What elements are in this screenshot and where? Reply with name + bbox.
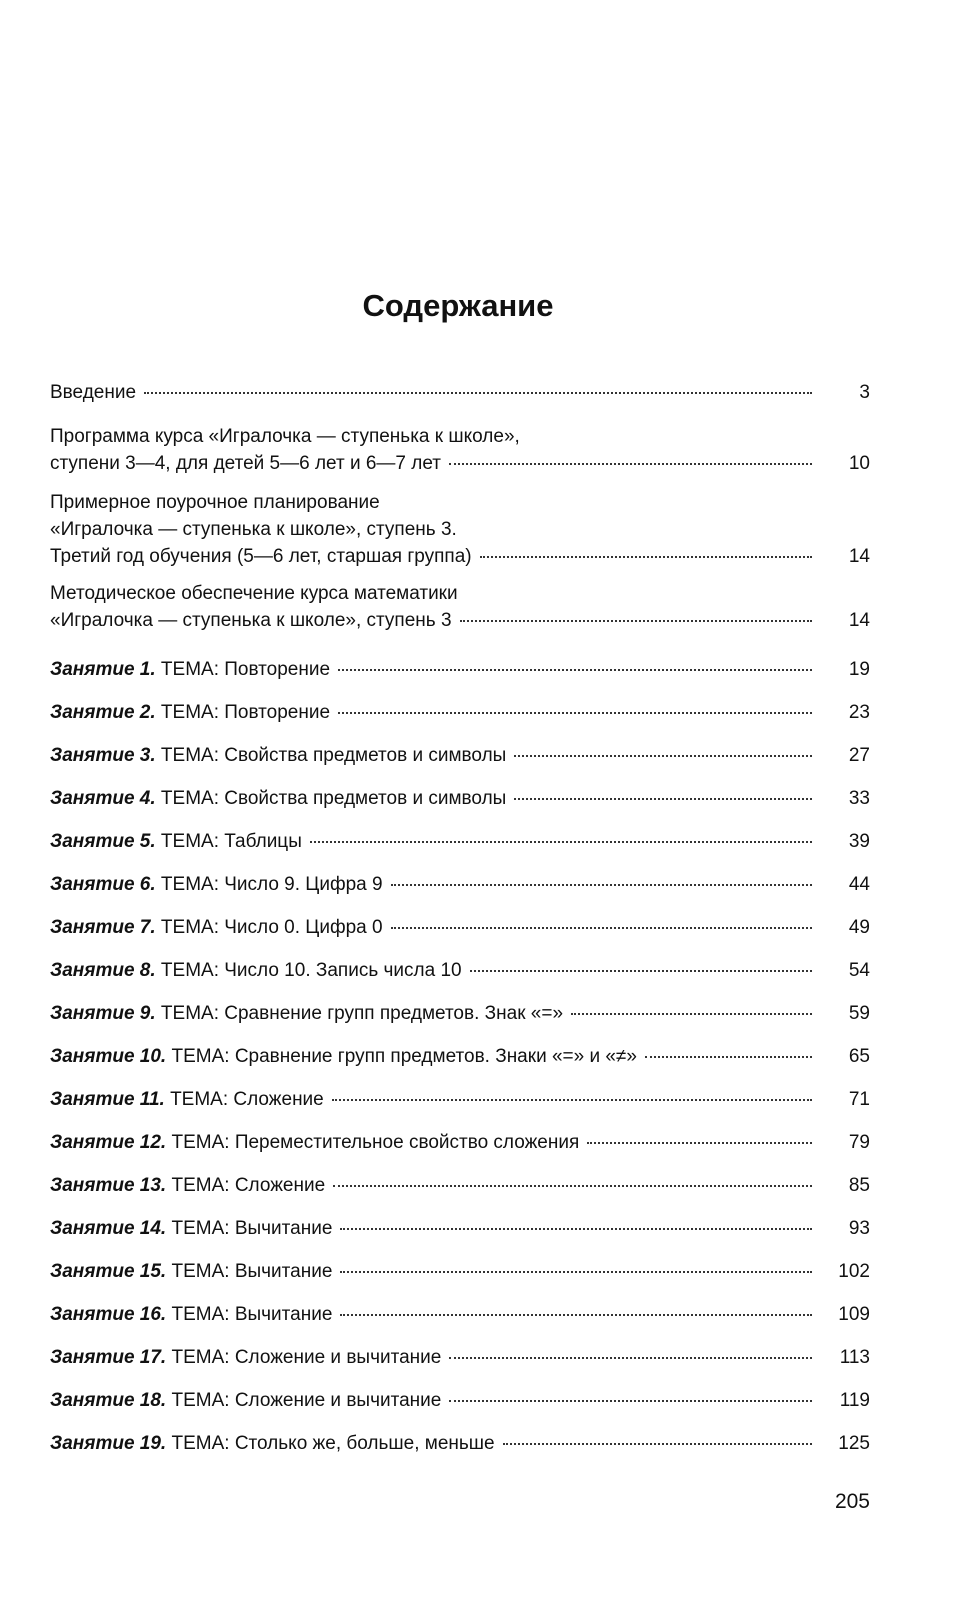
lesson-topic: ТЕМА: Повторение [160, 702, 331, 723]
lesson-title [50, 914, 383, 941]
entry-page-number: 119 [839, 1390, 870, 1411]
entry-page-number: 3 [859, 382, 870, 403]
lesson-topic: ТЕМА: Вычитание [171, 1304, 333, 1325]
dot-leader [587, 1142, 812, 1144]
lesson-label: Занятие 5. [50, 831, 156, 852]
dot-leader [449, 463, 812, 465]
lesson-topic: ТЕМА: Сравнение групп предметов. Знак «=» [160, 1003, 564, 1024]
lesson-title [50, 742, 506, 769]
entry-line [50, 871, 870, 898]
toc-entry[interactable] [50, 489, 870, 570]
entry-line [50, 379, 870, 406]
lesson-entry[interactable] [50, 1043, 870, 1070]
page-number: 205 [834, 1490, 870, 1513]
lesson-label: Занятие 19. [50, 1433, 167, 1454]
entry-page-number: 93 [848, 1218, 870, 1239]
entry-page-number: 39 [848, 831, 870, 852]
entry-line [50, 607, 870, 634]
entry-line [50, 957, 870, 984]
entry-line [50, 423, 870, 450]
entry-page-number: 27 [848, 745, 870, 766]
lesson-entry[interactable] [50, 1344, 870, 1371]
lesson-entry[interactable] [50, 1129, 870, 1156]
entry-line [50, 1387, 870, 1414]
dot-leader [571, 1013, 812, 1015]
dot-leader [480, 556, 812, 558]
dot-leader [449, 1400, 812, 1402]
entry-page-number: 71 [848, 1089, 870, 1110]
lesson-title [50, 656, 330, 683]
lesson-label: Занятие 10. [50, 1046, 167, 1067]
lesson-entry[interactable] [50, 828, 870, 855]
entry-text: Программа курса «Игралочка — ступенька к школе», [50, 426, 520, 447]
entry-page-number: 14 [848, 610, 870, 631]
entry-page-number: 102 [838, 1261, 870, 1282]
entry-line [50, 1086, 870, 1113]
lesson-label: Занятие 14. [50, 1218, 167, 1239]
entry-line [50, 1129, 870, 1156]
lesson-label: Занятие 13. [50, 1175, 167, 1196]
entry-page-number: 113 [839, 1347, 870, 1368]
dot-leader [338, 712, 812, 714]
dot-leader [310, 841, 812, 843]
entry-text: «Игралочка — ступенька к школе», ступень 3. [50, 519, 457, 540]
entry-line [50, 450, 870, 477]
entry-page-number: 109 [838, 1304, 870, 1325]
entry-line [50, 656, 870, 683]
lesson-label: Занятие 1. [50, 659, 156, 680]
entry-line [50, 1301, 870, 1328]
entry-page-number: 65 [848, 1046, 870, 1067]
entry-page-number: 79 [848, 1132, 870, 1153]
lesson-topic: ТЕМА: Сложение [170, 1089, 324, 1110]
entry-line [50, 699, 870, 726]
entry-line [50, 1172, 870, 1199]
lesson-label: Занятие 4. [50, 788, 156, 809]
lesson-label: Занятие 2. [50, 702, 156, 723]
lesson-entry[interactable] [50, 1086, 870, 1113]
dot-leader [340, 1271, 812, 1273]
dot-leader [470, 970, 812, 972]
entry-page-number: 19 [848, 659, 870, 680]
entry-page-number: 54 [848, 960, 870, 981]
dot-leader [144, 392, 812, 394]
entry-page-number: 49 [848, 917, 870, 938]
lesson-entry[interactable] [50, 1387, 870, 1414]
lesson-entry[interactable] [50, 1430, 870, 1457]
entry-line [50, 914, 870, 941]
entry-page-number: 23 [848, 702, 870, 723]
lesson-label: Занятие 15. [50, 1261, 167, 1282]
entry-line [50, 580, 870, 607]
lesson-entry[interactable] [50, 914, 870, 941]
lesson-title [50, 1086, 324, 1113]
lesson-label: Занятие 12. [50, 1132, 167, 1153]
lesson-topic: ТЕМА: Сложение и вычитание [171, 1390, 442, 1411]
entry-text: Введение [50, 382, 137, 403]
entry-text: Примерное поурочное планирование [50, 492, 380, 513]
lesson-topic: ТЕМА: Вычитание [171, 1218, 333, 1239]
entry-page-number: 59 [848, 1003, 870, 1024]
lesson-title [50, 1000, 563, 1027]
lesson-entry[interactable] [50, 957, 870, 984]
lesson-topic: ТЕМА: Вычитание [171, 1261, 333, 1282]
toc-entry[interactable] [50, 423, 870, 477]
dot-leader [503, 1443, 812, 1445]
lesson-entry[interactable] [50, 785, 870, 812]
entry-line [50, 516, 870, 543]
dot-leader [340, 1314, 812, 1316]
dot-leader [645, 1056, 812, 1058]
lesson-title [50, 1344, 441, 1371]
lesson-title [50, 1172, 325, 1199]
entry-line [50, 1000, 870, 1027]
lesson-topic: ТЕМА: Сложение и вычитание [171, 1347, 442, 1368]
lesson-entry[interactable] [50, 742, 870, 769]
page-title: Содержание [362, 288, 554, 323]
entry-line [50, 1215, 870, 1242]
lesson-title [50, 871, 383, 898]
entry-page-number: 10 [848, 453, 870, 474]
lesson-topic: ТЕМА: Сравнение групп предметов. Знаки «=» и «≠» [171, 1046, 637, 1067]
dot-leader [332, 1099, 812, 1101]
lesson-title [50, 1129, 579, 1156]
lesson-label: Занятие 16. [50, 1304, 167, 1325]
entry-page-number: 44 [848, 874, 870, 895]
entry-text: Методическое обеспечение курса математики [50, 583, 458, 604]
lesson-entry[interactable] [50, 1172, 870, 1199]
lesson-entry[interactable] [50, 1258, 870, 1285]
dot-leader [514, 798, 812, 800]
lesson-title [50, 1043, 637, 1070]
dot-leader [333, 1185, 812, 1187]
lesson-topic: ТЕМА: Свойства предметов и символы [160, 788, 507, 809]
lesson-topic: ТЕМА: Таблицы [160, 831, 302, 852]
entry-page-number: 33 [848, 788, 870, 809]
lesson-label: Занятие 9. [50, 1003, 156, 1024]
lesson-topic: ТЕМА: Переместительное свойство сложения [171, 1132, 580, 1153]
lesson-title [50, 957, 462, 984]
lesson-title [50, 1215, 332, 1242]
lesson-entry[interactable] [50, 1215, 870, 1242]
lesson-topic: ТЕМА: Число 0. Цифра 0 [160, 917, 383, 938]
entry-text: «Игралочка — ступенька к школе», ступень 3 [50, 610, 452, 631]
toc-entry[interactable] [50, 580, 870, 634]
dot-leader [460, 620, 812, 622]
lesson-entry[interactable] [50, 1000, 870, 1027]
lesson-label: Занятие 7. [50, 917, 156, 938]
entry-text: Третий год обучения (5—6 лет, старшая группа) [50, 546, 472, 567]
lesson-entry[interactable] [50, 871, 870, 898]
entry-line [50, 828, 870, 855]
dot-leader [340, 1228, 812, 1230]
entry-line [50, 543, 870, 570]
entry-page-number: 85 [848, 1175, 870, 1196]
entry-line [50, 742, 870, 769]
lesson-label: Занятие 6. [50, 874, 156, 895]
lesson-topic: ТЕМА: Повторение [160, 659, 331, 680]
entry-page-number: 125 [838, 1433, 870, 1454]
entry-line [50, 1430, 870, 1457]
entry-text: ступени 3—4, для детей 5—6 лет и 6—7 лет [50, 453, 442, 474]
lesson-entry[interactable] [50, 656, 870, 683]
entry-line [50, 1258, 870, 1285]
lesson-title [50, 1258, 332, 1285]
lesson-label: Занятие 11. [50, 1089, 165, 1110]
entry-line [50, 1043, 870, 1070]
lesson-title [50, 1430, 495, 1457]
lesson-title [50, 828, 302, 855]
lesson-topic: ТЕМА: Столько же, больше, меньше [171, 1433, 495, 1454]
lesson-title [50, 1387, 441, 1414]
lesson-label: Занятие 3. [50, 745, 156, 766]
lesson-label: Занятие 17. [50, 1347, 167, 1368]
entry-line [50, 785, 870, 812]
entry-line [50, 489, 870, 516]
lesson-label: Занятие 18. [50, 1390, 167, 1411]
lesson-topic: ТЕМА: Свойства предметов и символы [160, 745, 507, 766]
dot-leader [338, 669, 812, 671]
dot-leader [391, 927, 812, 929]
lesson-entry[interactable] [50, 1301, 870, 1328]
dot-leader [514, 755, 812, 757]
dot-leader [449, 1357, 812, 1359]
lesson-topic: ТЕМА: Сложение [171, 1175, 326, 1196]
lesson-topic: ТЕМА: Число 9. Цифра 9 [160, 874, 383, 895]
entry-line [50, 1344, 870, 1371]
lesson-entry[interactable] [50, 699, 870, 726]
dot-leader [391, 884, 812, 886]
lesson-topic: ТЕМА: Число 10. Запись числа 10 [160, 960, 462, 981]
lesson-title [50, 1301, 332, 1328]
entry-page-number: 14 [848, 546, 870, 567]
lesson-label: Занятие 8. [50, 960, 156, 981]
lesson-title [50, 699, 330, 726]
toc-entry[interactable] [50, 379, 870, 406]
lesson-title [50, 785, 506, 812]
